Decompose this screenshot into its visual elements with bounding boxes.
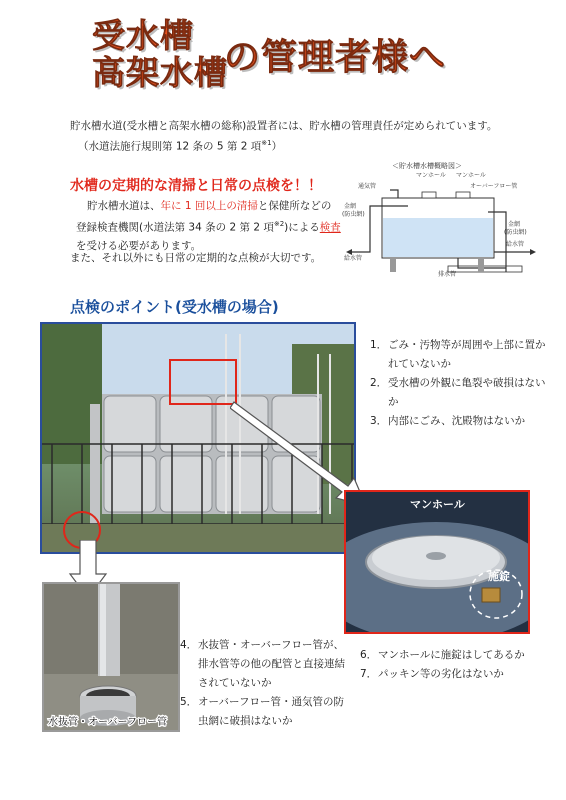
diagram-manhole-1 [422, 192, 436, 198]
title-suffix: の管理者様へ [224, 37, 447, 78]
checklist-items-1-3 [370, 336, 550, 431]
diagram-vent-pipe [390, 190, 398, 198]
diagram-label-screen-2b: (防虫網) [504, 229, 527, 236]
diagram-leg-1 [390, 258, 396, 272]
title-line-1: 受水槽 [92, 16, 194, 55]
diagram-label-screen-1b: (防虫網) [342, 211, 365, 218]
title-line-2: 高架水槽 [92, 53, 228, 92]
checklist-item: 2． 受水槽の外観に亀裂や破損はないか [370, 377, 546, 408]
diagram-outlet-arrow [530, 249, 536, 255]
checklist-items-4-5 [180, 636, 350, 731]
drain-pipe-label: 水抜管・オーバーフロー管 [48, 717, 167, 728]
checklist-item: 5． オーバーフロー管・通気管の防虫網に破損はないか [180, 696, 344, 727]
manhole-photo-svg [346, 492, 528, 632]
checklist-item: 4． 水抜管・オーバーフロー管が、排水管等の他の配管と直接連結されていないか [180, 639, 345, 689]
checklist-item: 1． ごみ・汚物等が周囲や上部に置かれていないか [370, 339, 546, 370]
intro-line-1: 貯水槽水道(受水槽と高架水槽の総称)設置者には、貯水槽の管理責任が定められています。 [70, 120, 498, 132]
drain-pipe-photo [42, 582, 180, 732]
cleaning-paragraph: 貯水槽水道は、年に 1 回以上の清掃と保健所などの登録検査機関(水道法第 34 条の 2 第 2 項$^{※2}$)による検査を受ける必要があります。 [76, 200, 341, 252]
diagram-label-screen-2: 金網 [508, 221, 521, 228]
diagram-drain-box [448, 266, 522, 272]
diagram-title: ＜貯水槽水槽概略図＞ [392, 162, 462, 170]
diagram-label-supply: 給水管 [506, 241, 525, 248]
diagram-manhole-2 [456, 192, 470, 198]
checklist-item: 6． マンホールに施錠はしてあるか [360, 649, 525, 661]
diagram-label-drain: 排水管 [438, 271, 457, 278]
checklist-items-6-7 [360, 646, 550, 684]
diagram-water [383, 218, 493, 257]
diagram-label-outlet: 給水管 [344, 255, 363, 262]
tank-diagram [338, 160, 538, 280]
checklist-item: 7． パッキン等の劣化はないか [360, 668, 504, 680]
diagram-leg-2 [478, 258, 484, 272]
diagram-label-screen-1: 金網 [344, 203, 357, 210]
intro-line-2: （水道法施行規則第 12 条の 5 第 2 項$^{※1}$） [78, 139, 283, 153]
drain-pipe-photo-svg [44, 584, 178, 730]
diagram-label-manhole-1: マンホール [416, 172, 446, 179]
manhole-label: マンホール [410, 498, 465, 511]
cleaning-heading: 水槽の定期的な清掃と日常の点検を！！ [70, 178, 322, 194]
manhole-photo [344, 490, 530, 634]
diagram-label-manhole-2: マンホール [456, 172, 486, 179]
daily-check-paragraph: また、それ以外にも日常の定期的な点検が大切です。 [70, 252, 322, 264]
diagram-label-vent: 通気管 [358, 183, 377, 190]
inspection-heading: 点検のポイント(受水槽の場合) [70, 298, 279, 316]
diagram-label-overflow: オーバーフロー管 [470, 183, 518, 190]
tank-diagram-svg [338, 160, 538, 280]
lock-label: 施錠 [488, 570, 510, 583]
checklist-item: 3． 内部にごみ、沈殿物はないか [370, 415, 526, 427]
